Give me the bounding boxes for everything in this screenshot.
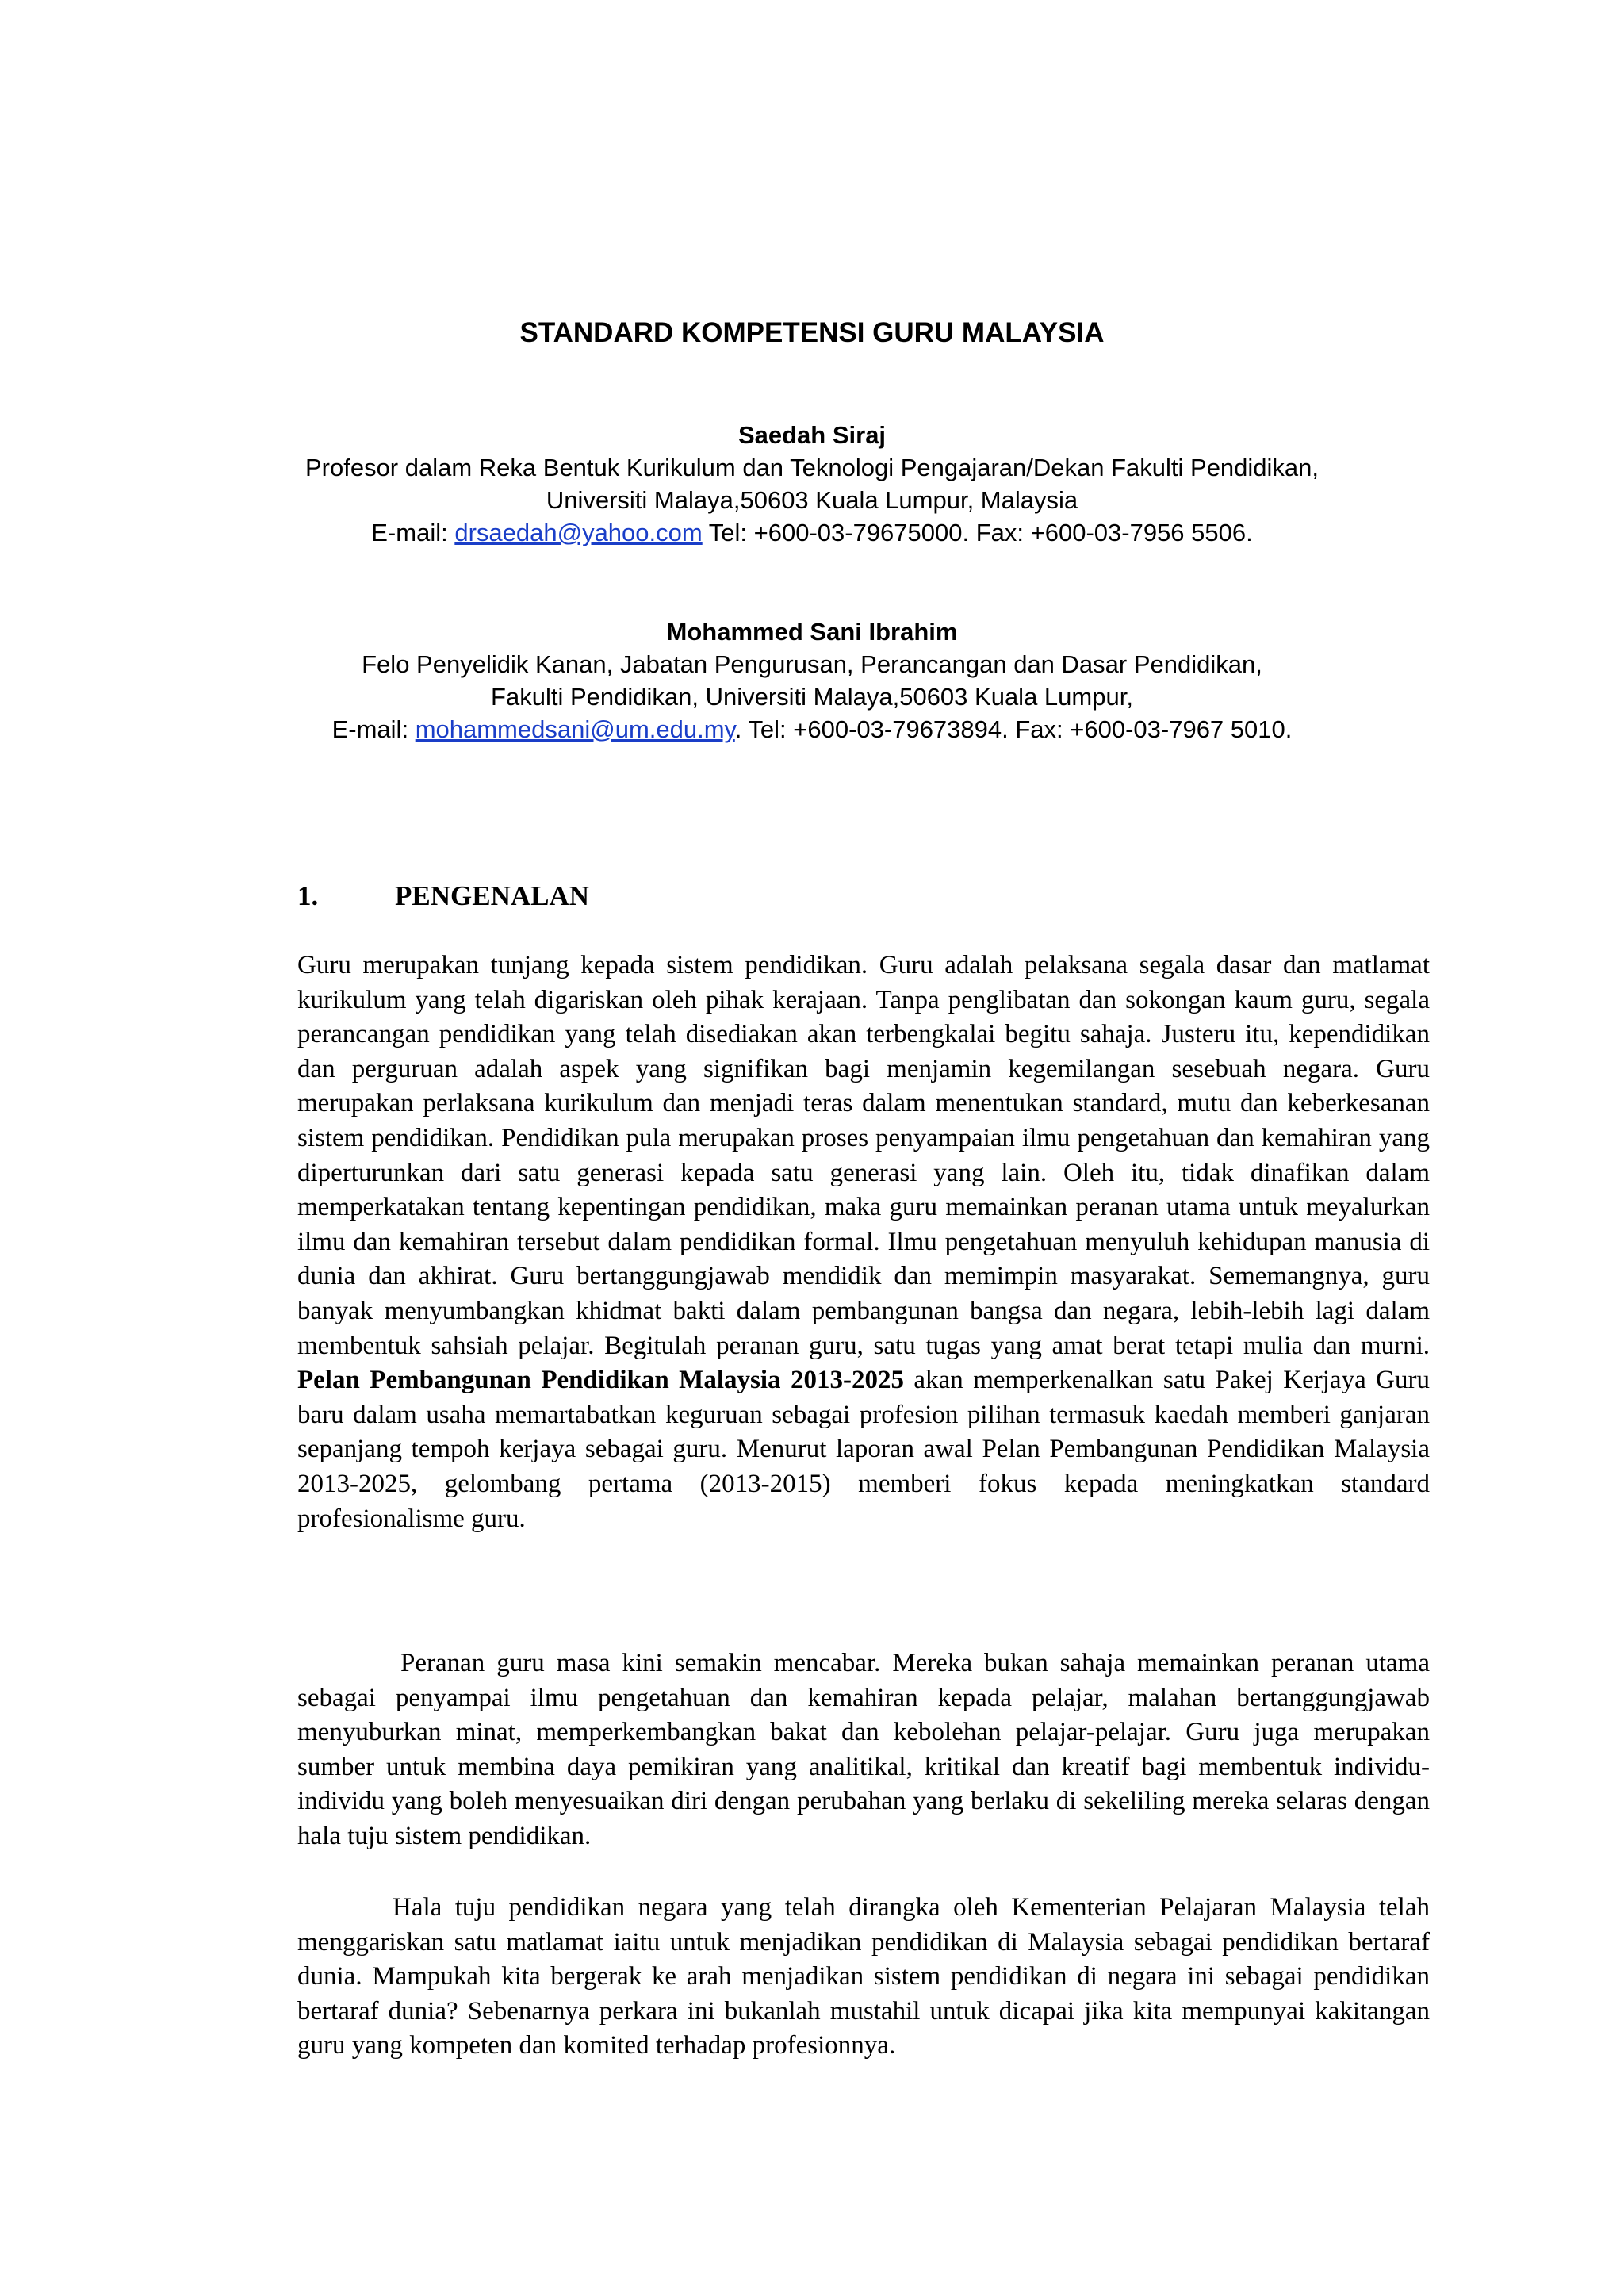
body-paragraph: Peranan guru masa kini semakin mencabar. Mereka bukan sahaja memainkan peranan utama sebagai penyampai ilmu pengetahuan dan kemahiran kepada pelajar, malahan bertanggungjawab menyuburkan minat, memperkembangkan bakat dan kebolehan pelajar-pelajar. Guru juga merupakan sumber untuk membina daya pemikiran yang analitikal, kritikal dan kreatif bagi membentuk individu-individu yang boleh menyesuaikan diri dengan perubahan yang berlaku di sekeliling mereka selaras dengan hala tuju sistem pendidikan.: [297, 1649, 1430, 1850]
body-paragraph: Hala tuju pendidikan negara yang telah dirangka oleh Kementerian Pelajaran Malaysia telah menggariskan satu matlamat iaitu untuk menjadikan pendidikan di Malaysia sebagai pendidikan bertaraf dunia. Mampukah kita bergerak ke arah menjadikan sistem pendidikan di negara ini sebagai pendidikan bertaraf dunia? Sebenarnya perkara ini bukanlah mustahil untuk dicapai jika kita mempunyai kakitangan guru yang kompeten dan komited terhadap profesionnya.: [297, 1893, 1430, 2060]
email-label: E-mail:: [331, 715, 416, 743]
author-block-1: [0, 419, 1624, 549]
email-link[interactable]: drsaedah@yahoo.com: [454, 519, 703, 546]
email-link[interactable]: mohammedsani@um.edu.my: [415, 715, 735, 743]
author-affiliation: Fakulti Pendidikan, Universiti Malaya,50603 Kuala Lumpur,: [491, 683, 1133, 711]
body-paragraph: [297, 949, 1430, 1536]
section-title: PENGENALAN: [395, 880, 590, 911]
section-heading: [297, 879, 589, 914]
email-label: E-mail:: [371, 519, 455, 546]
author-contact-line: [0, 713, 1624, 746]
author-name: Saedah Siraj: [737, 421, 887, 449]
author-affiliation: Felo Penyelidik Kanan, Jabatan Pengurusan, Perancangan dan Dasar Pendidikan,: [362, 650, 1262, 678]
author-affiliation: Profesor dalam Reka Bentuk Kurikulum dan Teknologi Pengajaran/Dekan Fakulti Pendidikan,: [304, 454, 1320, 481]
phone-fax: . Tel: +600-03-79673894. Fax: +600-03-7967 5010.: [734, 715, 1293, 743]
author-block-2: [0, 615, 1624, 746]
paper-title: STANDARD KOMPETENSI GURU MALAYSIA: [519, 317, 1105, 348]
paragraph-text: Guru merupakan tunjang kepada sistem pendidikan. Guru adalah pelaksana segala dasar dan matlamat kurikulum yang telah digariskan oleh pihak kerajaan. Tanpa penglibatan dan sokongan kaum guru, segala perancangan pendidikan yang telah disediakan akan terbengkalai begitu sahaja. Justeru itu, kependidikan dan perguruan adalah aspek yang signifikan bagi menjamin kegemilangan sesebuah negara. Guru merupakan perlaksana kurikulum dan menjadi teras dalam menentukan standard, mutu dan keberkesanan sistem pendidikan. Pendidikan pula merupakan proses penyampaian ilmu pengetahuan dan kemahiran yang diperturunkan dari satu generasi kepada satu generasi yang lain. Oleh itu, tidak dinafikan dalam memperkatakan tentang kepentingan pendidikan, maka guru memainkan peranan utama untuk meyalurkan ilmu dan kemahiran tersebut dalam pendidikan formal. Ilmu pengetahuan menyuluh kehidupan manusia di dunia dan akhirat. Guru bertanggungjawab mendidik dan memimpin masyarakat. Sememangnya, guru banyak menyumbangkan khidmat bakti dalam pembangunan bangsa dan negara, lebih-lebih lagi dalam membentuk sahsiah pelajar. Begitulah peranan guru, satu tugas yang amat berat tetapi mulia dan murni.: [297, 951, 1430, 1360]
section-number: 1.: [297, 880, 319, 911]
phone-fax: Tel: +600-03-79675000. Fax: +600-03-7956 5506.: [702, 519, 1253, 546]
author-affiliation: Universiti Malaya,50603 Kuala Lumpur, Malaysia: [546, 486, 1078, 514]
paragraph-text: akan memperkenalkan satu Pakej Kerjaya Guru baru dalam usaha memartabatkan keguruan sebagai profesion pilihan termasuk kaedah memberi ganjaran sepanjang tempoh kerjaya sebagai guru. Menurut laporan awal Pelan Pembangunan Pendidikan Malaysia 2013-2025, gelombang pertama (2013-2015) memberi fokus kepada meningkatkan standard profesionalisme guru.: [297, 1366, 1431, 1533]
author-contact-line: [0, 516, 1624, 549]
author-name: Mohammed Sani Ibrahim: [666, 618, 958, 646]
bold-phrase: Pelan Pembangunan Pendidikan Malaysia 2013-2025: [297, 1366, 904, 1395]
